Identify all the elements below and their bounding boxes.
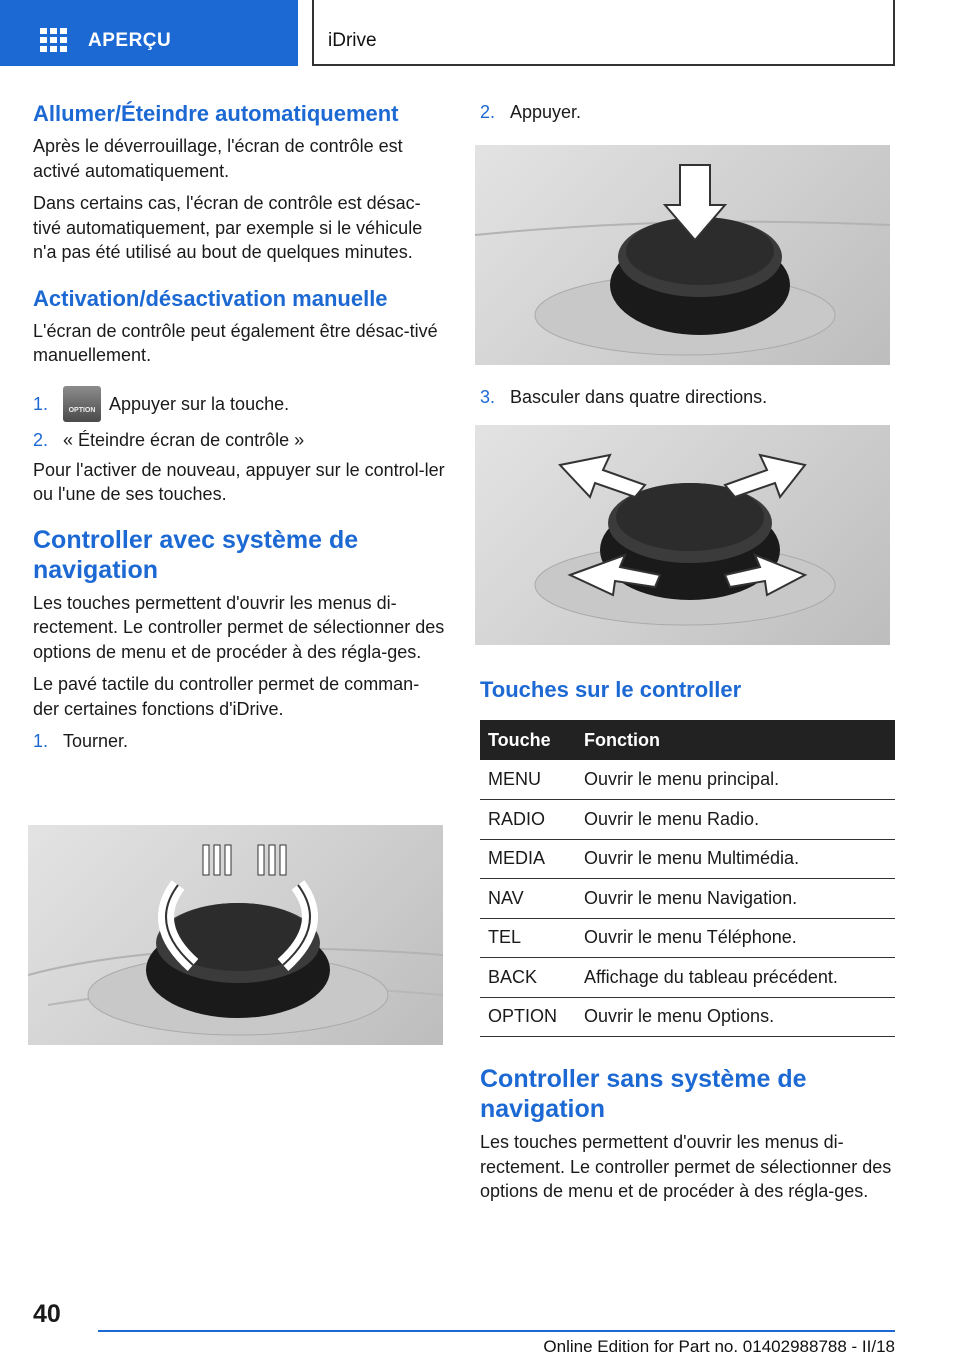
paragraph: Le pavé tactile du controller permet de comman-der certaines fonctions d'iDrive. xyxy=(33,674,420,719)
paragraph: Les touches permettent d'ouvrir les menus di-rectement. Le controller permet de sélectionner des options de menu et de procéder à des régla-ges. xyxy=(480,1132,892,1201)
table-cell: RADIO xyxy=(480,800,576,840)
edition-text: Online Edition for Part no. 01402988788 - II/18 xyxy=(543,1337,895,1356)
controller-rotate-image xyxy=(28,825,443,1045)
step-number: 2. xyxy=(33,429,49,450)
table-row xyxy=(480,918,895,958)
table-header: Touche xyxy=(480,720,576,760)
controller-keys-table xyxy=(480,720,895,1037)
section-controller-without-nav xyxy=(480,1064,896,1212)
table-cell: Ouvrir le menu Téléphone. xyxy=(576,918,895,958)
overview-tab-label: APERÇU xyxy=(88,30,172,51)
right-column xyxy=(480,100,896,130)
heading-manual-activation: Activation/désactivation manuelle xyxy=(33,285,388,311)
controller-press-image xyxy=(475,145,890,365)
table-row xyxy=(480,997,895,1037)
step-text: Appuyer. xyxy=(510,102,582,122)
table-cell: Ouvrir le menu Options. xyxy=(576,997,895,1037)
table-cell: OPTION xyxy=(480,997,576,1037)
option-button-icon: OPTION xyxy=(63,386,101,422)
step-number: 3. xyxy=(480,387,496,407)
left-column xyxy=(33,100,445,759)
paragraph: Pour l'activer de nouveau, appuyer sur le control-ler ou l'une de ses touches. xyxy=(33,459,445,504)
controller-tilt-image xyxy=(475,425,890,645)
heading-controller-without-nav: Controller sans système de navigation xyxy=(480,1065,807,1123)
heading-auto-on-off: Allumer/Éteindre automatiquement xyxy=(33,101,399,126)
step-text: Appuyer sur la touche. xyxy=(109,393,290,414)
table-row xyxy=(480,879,895,919)
list-item xyxy=(33,428,445,452)
paragraph: L'écran de contrôle peut également être désac-tivé manuellement. xyxy=(33,320,438,365)
table-row xyxy=(480,760,895,800)
footer-divider xyxy=(98,1330,895,1332)
table-header-row xyxy=(480,720,895,760)
table-row xyxy=(480,800,895,840)
table-cell: Ouvrir le menu Multimédia. xyxy=(576,839,895,879)
table-row xyxy=(480,958,895,998)
paragraph: Après le déverrouillage, l'écran de contrôle est activé automatiquement. xyxy=(33,136,403,181)
table-cell: TEL xyxy=(480,918,576,958)
list-item xyxy=(33,729,445,753)
step-number: 2. xyxy=(480,102,496,122)
table-cell: NAV xyxy=(480,879,576,919)
table-cell: MEDIA xyxy=(480,839,576,879)
table-cell: Ouvrir le menu Radio. xyxy=(576,800,895,840)
section-header xyxy=(312,0,895,66)
step-text: Basculer dans quatre directions. xyxy=(510,387,768,407)
page-number: 40 xyxy=(33,1300,61,1328)
paragraph: Dans certains cas, l'écran de contrôle est désac-tivé automatiquement, par exemple si le véhicule n'a pas été utilisé au bout de quelques minutes. xyxy=(33,193,423,262)
table-cell: Ouvrir le menu principal. xyxy=(576,760,895,800)
table-cell: Affichage du tableau précédent. xyxy=(576,958,895,998)
step-number: 1. xyxy=(33,731,49,751)
overview-tab[interactable] xyxy=(0,0,298,66)
section-title: iDrive xyxy=(328,30,377,51)
step-text: « Éteindre écran de contrôle » xyxy=(63,429,305,450)
step-number: 1. xyxy=(33,393,49,414)
table-cell: MENU xyxy=(480,760,576,800)
step-text: Tourner. xyxy=(63,731,129,751)
heading-controller-with-nav: Controller avec système de navigation xyxy=(33,525,359,584)
table-cell: Ouvrir le menu Navigation. xyxy=(576,879,895,919)
paragraph: Les touches permettent d'ouvrir les menus di-rectement. Le controller permet de sélectionner des options de menu et de procéder à des régla-ges. xyxy=(33,592,445,662)
grid-icon xyxy=(40,28,68,52)
table-header: Fonction xyxy=(576,720,895,760)
list-item xyxy=(480,100,896,124)
list-item xyxy=(33,386,445,422)
list-item xyxy=(480,385,896,409)
table-row xyxy=(480,839,895,879)
heading-controller-keys: Touches sur le controller xyxy=(480,677,742,702)
table-cell: BACK xyxy=(480,958,576,998)
